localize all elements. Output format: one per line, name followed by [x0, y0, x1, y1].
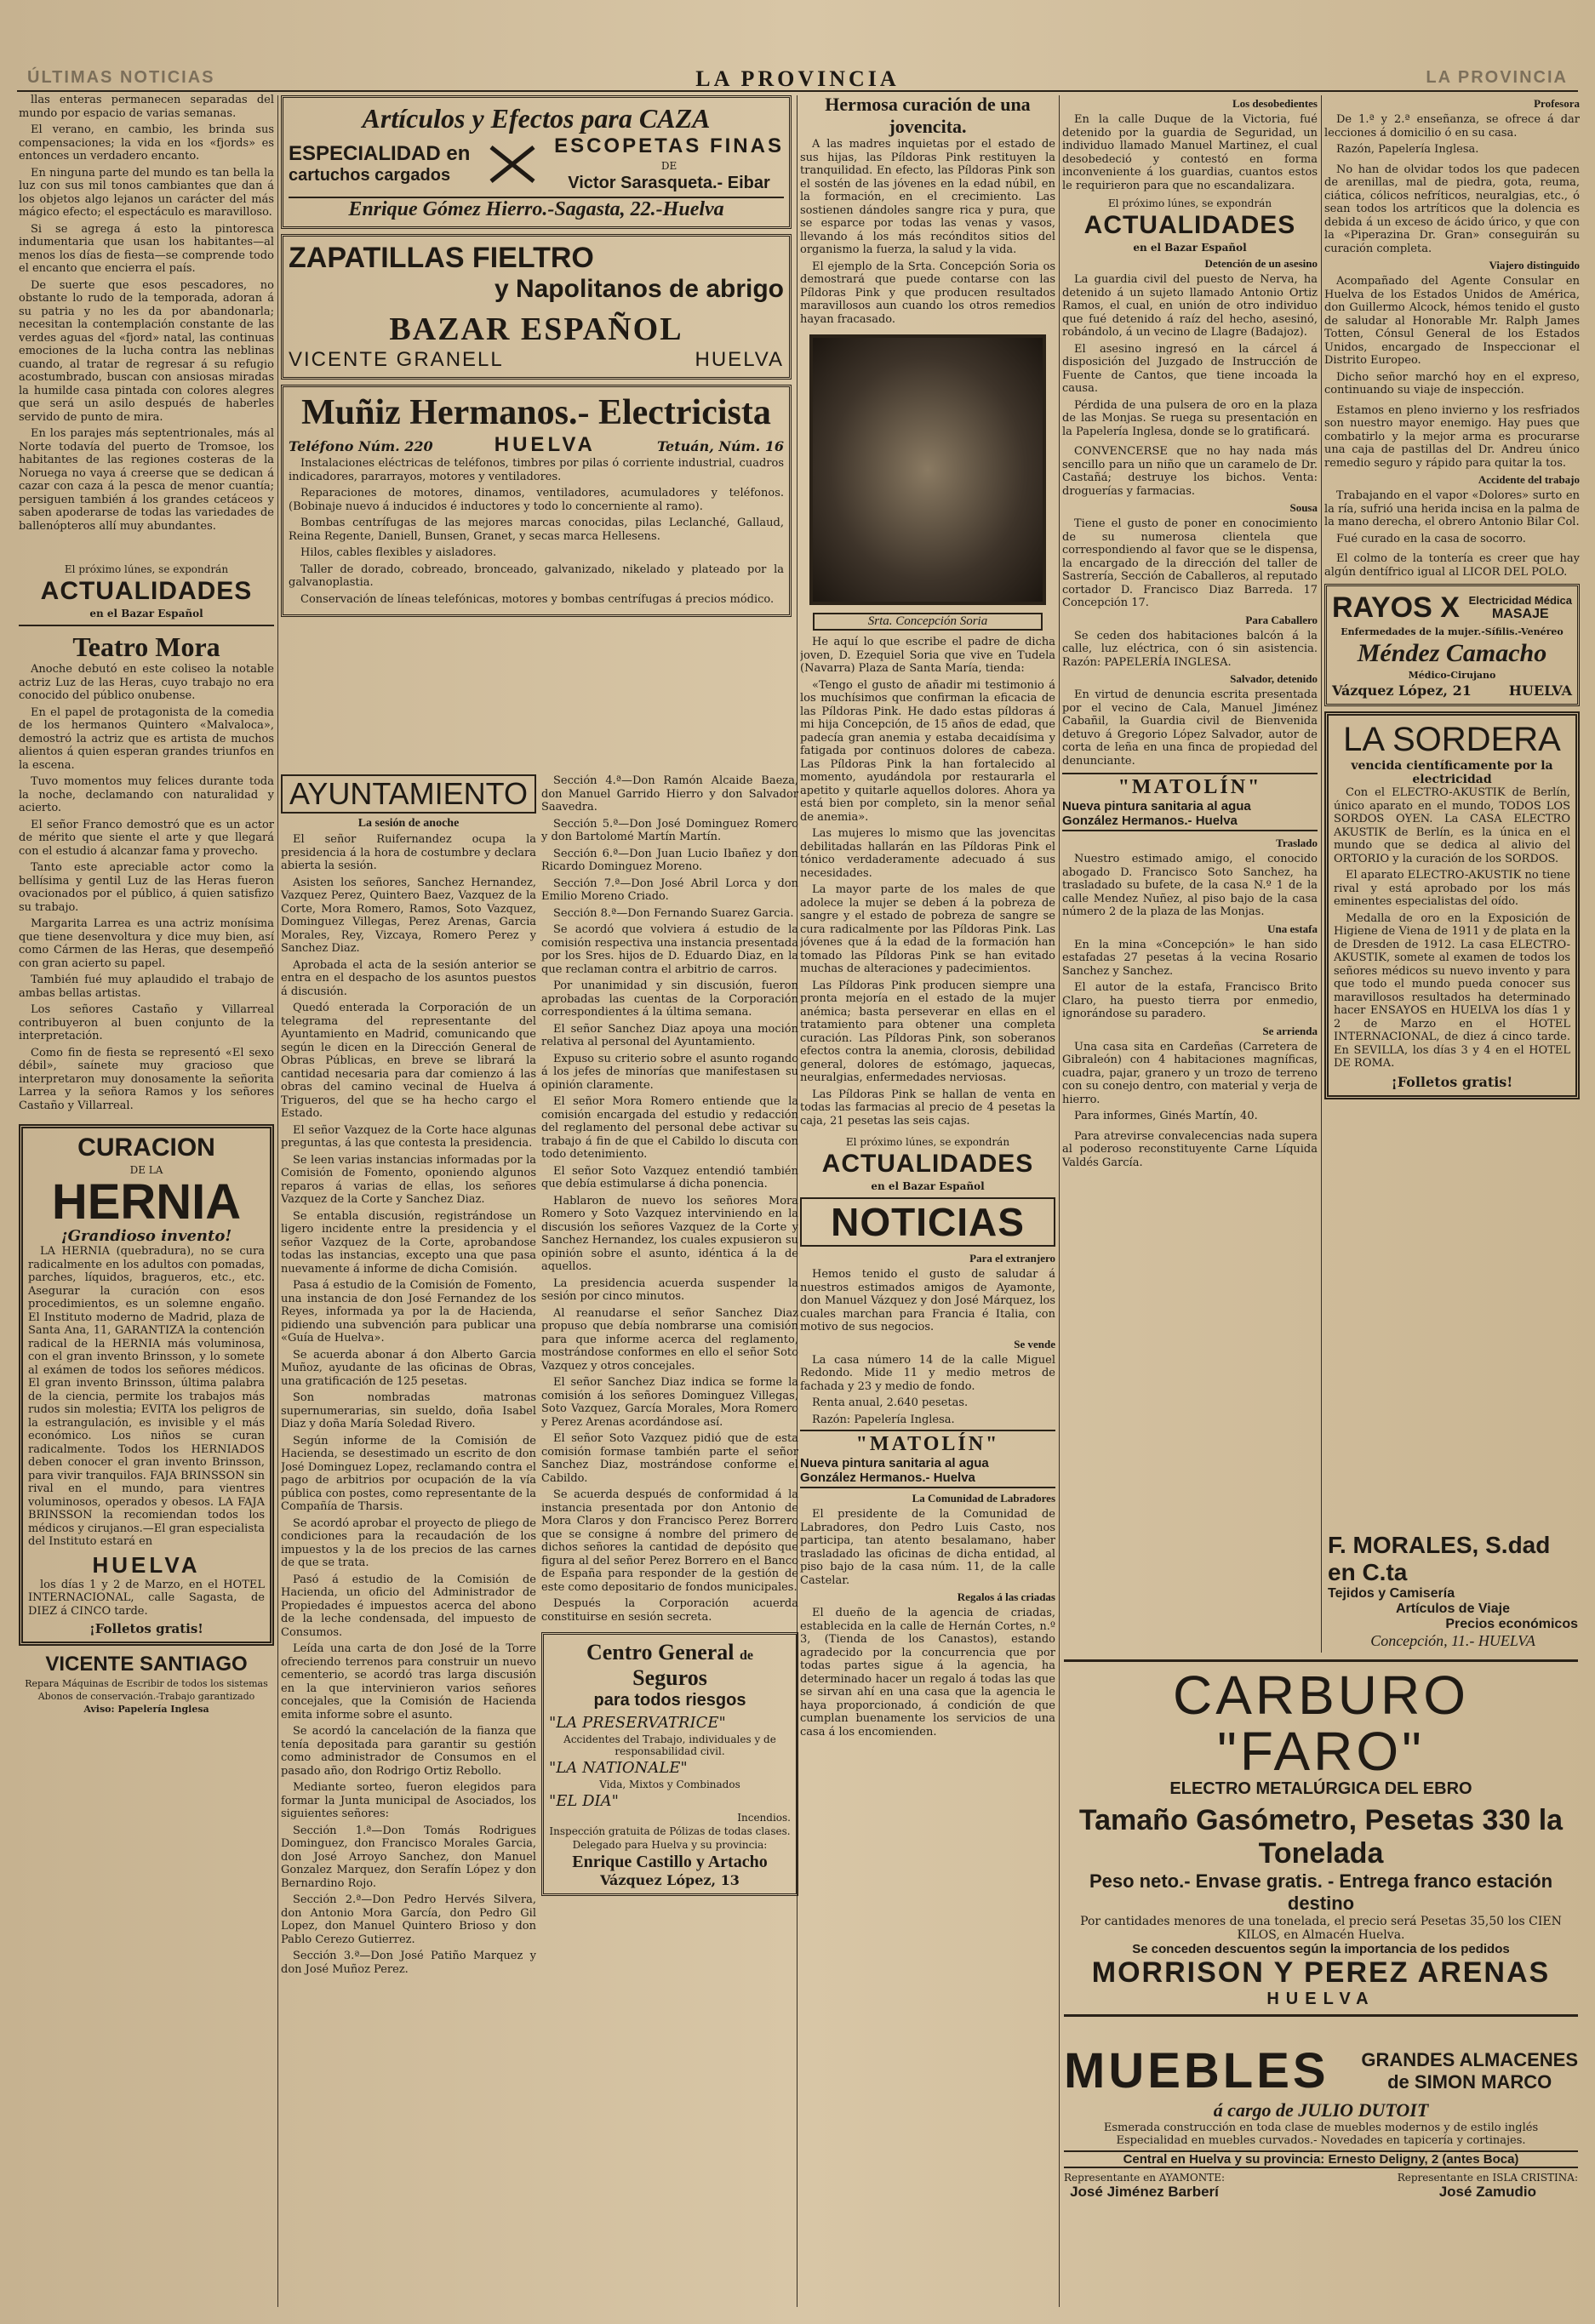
article-paragraph: Sección 8.ª—Don Fernando Suarez Garcia. — [553, 906, 794, 920]
santiago-line: Repara Máquinas de Escribir de todos los sistemas — [25, 1678, 268, 1689]
matolin-sub: Nueva pintura sanitaria al agua — [800, 1456, 989, 1470]
morales-ad — [1328, 1532, 1578, 1650]
hernia-dates: los días 1 y 2 de Marzo, en el HOTEL INTERNACIONAL, calle Sagasta, de DIEZ á CINCO tarde. — [28, 1578, 265, 1618]
article-paragraph: De suerte que esos pescadores, no obstante lo rudo de la temporada, adoran á su patria y no les da por abandonarla; necesitan la contemplación constante de las verdes aguas del «fjord» natal, las continuas emociones de la lucha contra las neblinas cuando, al tratar de regresar á su refugio acostumbrado, buscan con ansiosas miradas la humilde casa pintada con colores alegres que será un asilo después de haberles servido de punto de mira. — [19, 278, 274, 424]
morales-line: Tejidos y Camisería — [1328, 1586, 1455, 1601]
zapatillas-line1: ZAPATILLAS FIELTRO — [289, 242, 594, 274]
muebles-rep-name: José Jiménez Barberí — [1070, 2184, 1219, 2200]
ayuntamiento-col-a — [281, 774, 536, 2307]
bazar-name: BAZAR ESPAÑOL — [389, 311, 683, 347]
article-paragraph: Al reanudarse el señor Sanchez Diaz propuso que debía nombrarse una comisión para que informe acerca del reglamento, mostrándose conformes en ello el señor Soto Vazquez y otros concejales. — [541, 1306, 798, 1373]
seguros-desc: Incendios. — [737, 1812, 791, 1824]
teatro-title: Teatro Mora — [72, 631, 220, 662]
article-paragraph: Nuestro estimado amigo, el conocido abogado D. Francisco Soto Sanchez, ha trasladado su bufete, de la casa N.º 1 de la calle Mendez Nuñez, al piso bajo de la casa número 2 de la plaza de las Monjas. — [1062, 853, 1318, 918]
article-paragraph: El señor Soto Vazquez entendió también que debía estimularse á dicha ponencia. — [541, 1164, 798, 1191]
article-paragraph: Acompañado del Agente Consular en Huelva de los Estados Unidos de América, don Guillermo Alcock, hémos tenido el gusto de saludar al Honorable Mr. Ralph James Totten, Cónsul General de los Estados Unidos, encargado de Inspeccionar el Distrito Europeo. — [1324, 275, 1580, 367]
article-paragraph: La mayor parte de los males de que adolece la mujer se deben á la pobreza de sangre y el estado de pobreza de sangre se cura radicalmente por las Píldoras Pink. Las jóvenes que á la edad de la formación han tomado las Píldoras Pink se han evitado muchas de alteraciones y padecimientos. — [800, 883, 1055, 975]
hernia-top: CURACION — [77, 1133, 215, 1162]
sordera-sub: vencida científicamente por la electricidad — [1351, 759, 1553, 786]
article-paragraph: Trabajando en el vapor «Dolores» surto en la ría, sufrió una herida incisa en la palma de la mano derecha, el obrero Antonio Bilar Col. — [1324, 489, 1580, 528]
muniz-line: Hilos, cables flexibles y aisladores. — [300, 546, 497, 559]
article-paragraph: Se leen varias instancias informadas por la Comisión de Fomento, oponiendo algunos reparos á varias de ellas, los señores Vazquez de la Corte y Sanchez Diaz. — [281, 1153, 536, 1206]
actualidades-heading: ACTUALIDADES — [40, 577, 253, 605]
seguros-desc: Vida, Mixtos y Combinados — [599, 1779, 740, 1790]
morales-line: Artículos de Viaje — [1396, 1602, 1510, 1616]
masthead-title: LA PROVINCIA — [695, 66, 900, 91]
seguros-title-2: Seguros — [632, 1665, 707, 1690]
article-paragraph: El señor Vazquez de la Corte hace algunas preguntas, á las que contesta la presidencia. — [281, 1123, 536, 1150]
sordera-body: El aparato ELECTRO-AKUSTIK no tiene rival y está aprobado por los más eminentes especialistas del oído. — [1334, 869, 1570, 908]
muebles-right2: de SIMON MARCO — [1387, 2070, 1552, 2093]
seguros-company: "LA PRESERVATRICE" — [549, 1714, 726, 1732]
morales-line: Precios económicos — [1445, 1617, 1578, 1631]
carburo-line: Tamaño Gasómetro, Pesetas 330 la Tonelada — [1078, 1804, 1564, 1870]
article-paragraph: Por unanimidad y sin discusión, fueron aprobadas las cuentas de la Corporación correspondientes á la última semana. — [541, 979, 798, 1019]
mendez-name: Méndez Camacho — [1357, 639, 1547, 667]
article-paragraph: Se acuerda abonar á don Alberto Garcia Muñoz, ayudante de las oficinas de Obras, una gratificación de 125 pesetas. — [281, 1348, 536, 1388]
news-heading: Accidente del trabajo — [1478, 473, 1580, 486]
article-paragraph: Sección 4.ª—Don Ramón Alcaide Baeza, don Manuel Garrido Hierro y don Salvador Saavedra. — [541, 774, 798, 814]
article-paragraph: Margarita Larrea es una actriz monísima que tiene desenvoltura y dice muy bien, así como Cármen de las Heras, que desempeñó con gran acierto su papel. — [19, 917, 274, 970]
column-3 — [800, 94, 1055, 2307]
muniz-city: HUELVA — [494, 433, 596, 456]
article-paragraph: El señor Sanchez Diaz indica se forme la comisión á los señores Dominguez Villegas, Soto Vazquez, García Morales, Mora Romero y Perez Arenas acordándose así. — [541, 1376, 798, 1429]
news-heading: Sousa — [1289, 501, 1318, 514]
sordera-body: Con el ELECTRO-AKUSTIK de Berlín, único aparato en el mundo, TODOS LOS SORDOS OYEN. La CASA ELECTRO AKUSTIK de Berlín, es la única en el mundo que se dedica al alivio del ORTORIO y la curación de los SORDOS. — [1334, 786, 1570, 865]
muebles-rep-name: José Zamudio — [1438, 2184, 1537, 2200]
article-paragraph: Tanto este apreciable actor como la bellísima y gentil Luz de las Heras fueron ovacionados por el público, á quien satisfizo su trabajo. — [19, 861, 274, 914]
article-paragraph: Razón: Papelería Inglesa. — [812, 1413, 955, 1426]
article-paragraph: Mediante sorteo, fueron elegidos para formar la Junta municipal de Asociados, los siguientes señores: — [281, 1781, 536, 1820]
article-paragraph: Tuvo momentos muy felices durante toda la noche, declamando con naturalidad y acierto. — [19, 775, 274, 814]
seguros-title-de: de — [740, 1648, 754, 1663]
article-paragraph: Hablaron de nuevo los señores Mora Romero y Soto Vazquez interviniendo en la discusión los señores Vazquez de la Corte y Sanchez Hernandez, los cuales expusieron su opinión sobre el asunto, idéntica á la de aquellos. — [541, 1194, 798, 1273]
news-heading: Una estafa — [1267, 922, 1318, 935]
article-paragraph: He aquí lo que escribe el padre de dicha joven, D. Ezequiel Soria que vive en Tudela (Navarra) Plaza de Santa María, tienda: — [800, 636, 1055, 675]
matolin-title: "MATOLÍN" — [855, 1433, 1000, 1455]
article-paragraph: Asisten los señores, Sanchez Hernandez, Vazquez Perez, Quintero Baez, Vazquez de la Corte, Mora Romero, Ramos, Soto Vazquez, Dominguez Villegas, Perez Arenas, Garcia Morales, Rey, Vizcaya, Romero Perez y Sanchez Diaz. — [281, 876, 536, 955]
morales-address: Concepción, 11.- HUELVA — [1370, 1632, 1535, 1649]
santiago-line: Abonos de conservación.-Trabajo garantizado — [37, 1691, 255, 1702]
sordera-folletos: ¡Folletos gratis! — [1391, 1073, 1513, 1090]
notice-pre: El próximo lúnes, se expondrán — [64, 563, 229, 575]
news-heading: Se vende — [1014, 1337, 1055, 1350]
hernia-body: LA HERNIA (quebradura), no se cura radicalmente en los adultos con pomadas, parches, líquidos, bragueros, etc., etc. Asegurar la curación con esos procedimientos, es un solemne engaño. El Instituto moderno de Madrid, plaza de Santa Ana, 11, GARANTIZA la contención radical de la HERNIA más voluminosa, con el gran invento Brinsson, y lo somete al exámen de todos los señores médicos. El gran invento Brinsson, última palabra de la ciencia, permite los trabajos más rudos sin molestia; EVITA los peligros de la estrangulación, es invisible y el más económico. Los niños se curan radicalmente. Todos los HERNIADOS deben conocer el gran invento Brinsson, para vivir tranquilos. FAJA BRINSSON sin rival en el mundo, para vientres voluminosos, operados y obesos. LA FAJA BRINSSON la recomiendan todos los médicos y cirujanos.—El gran especialista del Instituto estará en — [28, 1245, 265, 1548]
article-paragraph: Leída una carta de don José de la Torre ofreciendo terrenos para construir un nuevo cementerio, se acordó tras larga discusión en la que intervinieron varios señores concejales, que la Comisión de Hacienda emita informe sobre el asunto. — [281, 1642, 536, 1722]
muebles-cargo: á cargo de JULIO DUTOIT — [1213, 2099, 1429, 2121]
enfermedades-label: Enfermedades de la mujer.-Sífilis.-Venéreo — [1341, 626, 1564, 637]
seguros-desc: Accidentes del Trabajo, individuales y de responsabilidad civil. — [563, 1733, 776, 1757]
notice-pre: El próximo lúnes, se expondrán — [845, 1136, 1010, 1148]
muniz-line: Instalaciones eléctricas de teléfonos, timbres por pilas ó corriente industrial, cuadros indicadores, pararrayos, motores y ventiladores. — [289, 457, 784, 483]
article-paragraph: Una casa sita en Cardeñas (Carretera de Gibraleón) con 4 habitaciones magníficas, cuadra, pajar, granero y un trozo de terreno con su conejo dentro, con material y verja de hierro. — [1062, 1040, 1318, 1106]
caza-maker: Victor Sarasqueta.- Eibar — [568, 174, 770, 192]
article-paragraph: Sección 3.ª—Don José Patiño Marquez y don José Muñoz Perez. — [281, 1950, 536, 1976]
caza-de: DE — [660, 160, 677, 172]
article-paragraph: Los señores Castaño y Villarreal contribuyeron al buen conjunto de la interpretación. — [19, 1003, 274, 1042]
article-paragraph: Estamos en pleno invierno y los resfriados son nuestro mayor enemigo. Hay pues que combatirlo y la mejor arma es procurarse una caja de pastillas del Dr. Andreu único remedio seguro y rápido para quitar la tos. — [1324, 403, 1580, 470]
seguros-address: Vázquez López, 13 — [600, 1872, 740, 1888]
article-paragraph: También fué muy aplaudido el trabajo de ambas bellas artistas. — [19, 974, 274, 1000]
bazar-city: HUELVA — [695, 348, 784, 371]
article-paragraph: Son nombradas matronas supernumerarias, sin sueldo, doña Isabel Diaz y doña María Soledad Rivero. — [281, 1391, 536, 1430]
masthead-left: ÚLTIMAS NOTICIAS — [27, 68, 215, 87]
sordera-ad — [1324, 711, 1580, 1099]
notice-post: en el Bazar Español — [1133, 242, 1247, 254]
muniz-title: Muñiz Hermanos.- Electricista — [301, 393, 771, 432]
article-paragraph: Las mujeres lo mismo que las jovencitas debilitadas hallarán en las Píldoras Pink el tónico verdaderamente adecuado á sus necesidades. — [800, 827, 1055, 880]
hernia-title: HERNIA — [51, 1174, 242, 1230]
portrait-image — [809, 334, 1046, 628]
mendez-sub: Médico-Cirujano — [1408, 670, 1496, 681]
caza-spec: ESPECIALIDAD en — [289, 142, 471, 165]
article-paragraph: El asesino ingresó en la cárcel á disposición del Juzgado de Instrucción de Fuente de Cantos, que tiene incoada la causa. — [1062, 342, 1318, 395]
news-heading: Viajero distinguido — [1489, 259, 1580, 271]
article-paragraph: Como fin de fiesta se representó «El sexo débil», saínete muy gracioso que interpretaron muy donosamente la señorita Larrea y la señora Ramos y los señores Castaño y Villarreal. — [19, 1046, 274, 1112]
seguros-delegado: Delegado para Huelva y su provincia: — [572, 1839, 768, 1851]
article-paragraph: Pasó á estudio de la Comisión de Hacienda, un oficio del Administrador de Propiedades é impuestos acerca del abono de la leche condensada, del impuesto de Consumos. — [281, 1573, 536, 1639]
column-rule — [277, 95, 278, 2307]
muebles-rep-label: Representante en ISLA CRISTINA: — [1397, 2172, 1578, 2184]
article-paragraph: Las Píldoras Pink producen siempre una pronta mejoría en el estado de la mujer anémica; basta perseverar en ellas en el tratamiento para obtener una completa curación. Las Píldoras Pink, son soberanos efectos contra la anemia, clorosis, debilidad general, dolores de estómago, jaquecas, neuralgias, enfermedades nerviosas. — [800, 979, 1055, 1084]
article-paragraph: Fué curado en la casa de socorro. — [1336, 532, 1526, 545]
article-paragraph: Sección 7.ª—Don José Abril Lorca y don Emilio Moreno Criado. — [541, 876, 798, 903]
notice-post: en el Bazar Español — [89, 608, 203, 620]
portrait-caption: Srta. Concepción Soria — [813, 613, 1043, 631]
news-heading: Traslado — [1276, 837, 1318, 849]
zapatillas-line2: y Napolitanos de abrigo — [494, 275, 784, 303]
article-paragraph: Anoche debutó en este coliseo la notable actriz Luz de las Heras, cuyo trabajo no era conocido del público onubense. — [19, 663, 274, 702]
article-paragraph: Sección 1.ª—Don Tomás Rodrigues Dominguez, don Francisco Morales Garcia, don José Arroyo Sanchez, don Manuel Gonzalez Marquez, don Serafín López y don Bernardino Rojo. — [281, 1824, 536, 1890]
column-rule — [1059, 95, 1060, 2307]
muebles-right1: GRANDES ALMACENES — [1361, 2048, 1578, 2070]
caza-shop: Enrique Gómez Hierro.-Sagasta, 22.-Huelva — [289, 197, 784, 221]
article-paragraph: El ejemplo de la Srta. Concepción Soria os demostrará que puede contarse con las Píldoras Pink y que producen resultados maravillosos aun cuando los otros remedios hayan fracasado. — [800, 260, 1055, 326]
column-4 — [1062, 94, 1318, 1626]
article-paragraph: Si se agrega á esto la pintoresca indumentaria que usan los habitantes—al menos los días de fiesta—se comprende todo el encanto que encierra el país. — [19, 222, 274, 275]
hernia-subtitle: ¡Grandioso invento! — [60, 1227, 232, 1245]
actualidades-heading: ACTUALIDADES — [821, 1150, 1034, 1178]
electricidad-label: Electricidad Médica — [1468, 594, 1572, 607]
article-paragraph: El verano, en cambio, les brinda sus compensaciones; la vida en los «fjords» es entonces un verdadero encanto. — [19, 123, 274, 163]
article-paragraph: Tiene el gusto de poner en conocimiento de su numerosa clientela que correspondiendo al favor que se le dispensa, la encargado de la dirección del taller de Sastrería, Sección de Caballeros, al reputado cortador D. Francisco Diaz Barreda. 17 Concepción 17. — [1062, 517, 1318, 609]
article-paragraph: El presidente de la Comunidad de Labradores, don Pedro Luis Casto, nos participa, tan atento besalamano, haber trasladado las oficinas de dicha entidad, al piso bajo de la casa núm. 11, de la calle Castelar. — [800, 1508, 1055, 1587]
seguros-title-1: Centro General — [586, 1640, 735, 1664]
article-paragraph: En la calle Duque de la Victoria, fué detenido por la guardia de Seguridad, un individuo llamado Manuel Martinez, el cual desobedeció y contestó en forma inconveniente á los guardias, cuantos estos le requirieron para que no escandalizara. — [1062, 113, 1318, 192]
muniz-line: Bombas centrífugas de las mejores marcas conocidas, pilas Leclanché, Gallaud, Reina Regente, Daniell, Bunsen, Granet, y secas marca Hellesens. — [289, 517, 784, 543]
article-paragraph: El dueño de la agencia de criadas, establecida en la calle de Hernán Cortes, n.º 3, (Tienda de los Canastos), estando agradecido por la concurrencia que por todas partes sigue á la agencia, ha determinado hacer un regalo á todas las que se sirvan ahí en una casa que la agencia le haya proporcionado, á condición de que cumplan buenamente los servicios de una casa á los encomienden. — [800, 1607, 1055, 1739]
seguros-company: "EL DIA" — [549, 1792, 619, 1810]
article-paragraph: En la mina «Concepción» le han sido estafadas 27 pesetas á la vecina Rosario Sanchez y Sanchez. — [1062, 938, 1318, 978]
column-1 — [19, 94, 274, 2307]
article-paragraph: Se acuerda después de conformidad á la instancia presentada por don Antonio de Mora Claros y don Francisco Perez Borrero que se consigne á nombre del primero de dichos señores la cantidad de depósito que figura al del señor Perez Borrero en el Banco de España para responder de la gestión de este como depositario de fondos municipales. — [541, 1488, 798, 1594]
caza-cartuchos: cartuchos cargados — [289, 166, 451, 185]
news-heading: Los desobedientes — [1232, 97, 1318, 110]
seguros-name: Enrique Castillo y Artacho — [572, 1853, 768, 1871]
carburo-line3: Por cantidades menores de una tonelada, el precio será Pesetas 35,50 los CIEN KILOS, en Almacén Huelva. — [1080, 1915, 1562, 1942]
news-heading: Salvador, detenido — [1230, 672, 1318, 685]
masaje-label: MASAJE — [1491, 607, 1549, 621]
rifle-icon — [487, 143, 538, 186]
bazar-owner: VICENTE GRANELL — [289, 348, 504, 371]
caza-escopetas: ESCOPETAS FINAS — [554, 134, 784, 157]
article-paragraph: Renta anual, 2.640 pesetas. — [812, 1396, 969, 1409]
article-paragraph: Se acordó aprobar el proyecto de pliego de condiciones para la recaudación de los impuestos y la de los precios de las carnes de que se trata. — [281, 1516, 536, 1569]
news-heading: Detención de un asesino — [1204, 257, 1318, 270]
article-paragraph: Para atrevirse convalecencias nada supera al poderoso reconstituyente Carne Líquida Valdés García. — [1062, 1129, 1318, 1169]
muebles-ad — [1064, 2042, 1578, 2201]
carburo-ad — [1064, 1659, 1578, 2017]
mendez-address: Vázquez López, 21 — [1332, 682, 1472, 699]
news-heading: Para el extranjero — [969, 1252, 1055, 1265]
mendez-city: HUELVA — [1508, 682, 1572, 699]
article-paragraph: Se entabla discusión, registrándose un ligero incidente entre la presidencia y el señor Vazquez de la Corte, aprobandose todas las instancias, excepto una que pasa nuevamente á informe de dicha Comisión. — [281, 1209, 536, 1276]
column-5 — [1324, 94, 1580, 1626]
santiago-title: VICENTE SANTIAGO — [45, 1653, 248, 1676]
carburo-line2: Peso neto.- Envase gratis. - Entrega franco estación destino — [1089, 1870, 1553, 1914]
hernia-folletos: ¡Folletos gratis! — [89, 1621, 203, 1636]
article-paragraph: Se acordó la cancelación de la fianza que tenía depositada para garantir su gestión como administrador de Consumos en el pasado año, don Rodrigo Ortiz Rebollo. — [281, 1725, 536, 1778]
article-paragraph: Las Píldoras Pink se hallan de venta en todas las farmacias al precio de 4 pesetas la caja, 21 pesetas las seis cajas. — [800, 1088, 1055, 1128]
article-paragraph: Según informe de la Comisión de Hacienda, se desestimado un escrito de don José Dominguez Lopez, reclamando contra el pago de arbitrios por ocupación de la vía pública con postes, como representante de la Compañía de Tharsis. — [281, 1434, 536, 1513]
article-paragraph: El señor Ruifernandez ocupa la presidencia á la hora de costumbre y declara abierta la sesión. — [281, 833, 536, 872]
carburo-city: HUELVA — [1266, 1990, 1375, 2008]
santiago-line: Aviso: Papelería Inglesa — [83, 1704, 209, 1715]
muniz-ad — [281, 385, 792, 617]
hernia-de: DE LA — [129, 1164, 163, 1176]
column-rule — [1321, 95, 1322, 1653]
article-paragraph: Quedó enterada la Corporación de un telegrama del representante del Ayuntamiento en Madrid, comunicando que según le dicen en la Dirección General de Obras Públicas, en breve se librará la cantidad necesaria para dar comienzo á las obras del camino vecinal de Huelva á Trigueros, del que se ha hecho cargo el Estado. — [281, 1002, 536, 1120]
noticias-heading: NOTICIAS — [800, 1197, 1055, 1247]
ayuntamiento-col-b — [541, 774, 798, 2307]
muniz-line: Conservación de líneas telefónicas, motores y bombas centrífugas á precios módico. — [300, 592, 775, 606]
muniz-line: Taller de dorado, cobreado, bronceado, galvanizado, nikelado y plateado por la galvanoplastia. — [289, 562, 784, 589]
seguros-sub: para todos riesgos — [593, 1691, 746, 1710]
morales-name: F. MORALES, S.dad en C.ta — [1328, 1532, 1551, 1585]
muniz-line: Reparaciones de motores, dinamos, ventiladores, acumuladores y teléfonos. (Bobinaje nuevo á inducidos é inductores y todo lo concerniente al ramo). — [289, 487, 784, 513]
caza-ad — [281, 95, 792, 229]
article-paragraph: En ninguna parte del mundo es tan bella la luz con sus mil tonos cambiantes que dan á los objetos algo lejanos un carácter del más mágico efecto; el espectáculo es maravilloso. — [19, 166, 274, 219]
article-paragraph: A las madres inquietas por el estado de sus hijas, las Píldoras Pink restituyen la tranquilidad. En efecto, las Píldoras Pink son el sostén de las jóvenes en la edad núbil, en la formación, en el crecimiento. Las sostienen dándoles sangre rica y pura, que se esparce por todas las venas y vasos, llevando á los más recónditos sitios del organismo la fuerza, la salud y la vida. — [800, 138, 1055, 256]
top-ads — [281, 95, 792, 768]
seguros-ad — [541, 1632, 798, 1896]
pink-title: Hermosa curación de una jovencita. — [825, 94, 1031, 137]
article-paragraph: El señor Mora Romero entiende que la comisión encargada del estudio y redacción del reglamento del personal debe activar su trabajo á fin de que el Cabildo lo discuta con todo detenimiento. — [541, 1095, 798, 1161]
article-paragraph: Hemos tenido el gusto de saludar á nuestros estimados amigos de Ayamonte, don Manuel Vázquez y don José Márquez, los cuales marchan para Francia é Italia, con motivo de sus negocios. — [800, 1268, 1055, 1333]
muebles-line: Esmerada construcción en toda clase de muebles modernos y de estilo inglés — [1103, 2121, 1539, 2134]
ayuntamiento-subtitle: La sesión de anoche — [357, 817, 460, 830]
matolin-sub: Nueva pintura sanitaria al agua — [1062, 799, 1251, 814]
masthead — [17, 66, 1578, 92]
article-paragraph: CONVENCERSE que no hay nada más sencillo para un niño que un caramelo de Dr. Castañá; destruye los bichos. Venta: droguerías y farmacias. — [1062, 445, 1318, 498]
notice-pre: El próximo lúnes, se expondrán — [1107, 197, 1272, 209]
article-paragraph: Sección 2.ª—Don Pedro Hervés Silvera, don Antonio Mora García, don Pedro Gil Lopez, don Manuel Quintero Brioso y don Pablo Cerezo Gutierrez. — [281, 1893, 536, 1946]
article-paragraph: En los parajes más septentrionales, más al Norte todavía del puerto de Tromsoe, los habitantes de las regiones costeras de la Noruega no vaya á creerse que se dedican á cazar con caza á la pesca de menor cuantía; persiguen también á los grandes cetáceos y saben apoderarse de todas las variedades de ballenópteros allí muy abundantes. — [19, 427, 274, 533]
news-heading: Se arrienda — [1262, 1024, 1318, 1037]
article-paragraph: Aprobada el acta de la sesión anterior se entra en el despacho de los asuntos puestos á discusión. — [281, 958, 536, 998]
notice-post: en el Bazar Español — [871, 1180, 985, 1192]
article-paragraph: Se ceden dos habitaciones balcón á la calle, luz eléctrica, con ó sin asistencia. Razón: PAPELERÍA INGLESA. — [1062, 629, 1318, 669]
article-paragraph: El señor Sanchez Diaz apoya una moción relativa al personal del Ayuntamiento. — [541, 1022, 798, 1048]
rayos-title: RAYOS X — [1332, 591, 1460, 624]
matolin-firm: González Hermanos.- Huelva — [1062, 814, 1238, 828]
carburo-title: CARBURO "FARO" — [1172, 1664, 1470, 1782]
rayos-ad — [1324, 584, 1580, 706]
article-paragraph: Pasa á estudio de la Comisión de Fomento, una instancia de don José Fernandez de los Reyes, informada ya por la de Hacienda, pidiendo una subvención para publicar una «Guía de Huelva». — [281, 1279, 536, 1345]
article-paragraph: Para informes, Ginés Martín, 40. — [1074, 1110, 1258, 1122]
article-paragraph: El señor Franco demostró que es un actor de mérito que siente el arte y que llegará con el estudio á alcanzar fama y provecho. — [19, 818, 274, 858]
masthead-right: LA PROVINCIA — [1426, 68, 1568, 87]
article-paragraph: Expuso su criterio sobre el asunto rogando á los jefes de minorías que manifestasen su opinión claramente. — [541, 1052, 798, 1092]
ayuntamiento-title: AYUNTAMIENTO — [281, 774, 536, 814]
article-paragraph: «Tengo el gusto de añadir mi testimonio á los muchísimos que confirman la eficacia de las Píldoras Pink. He dado estas píldoras á mi hija Concepción, de 15 años de edad, que padecía gran anemia y estaba decaidísima y fatigada por continuos dolores de cabeza. Las Píldoras Pink la han fortalecido al momento, ayudándola por restaurarla el apetito y quitarle aquellos dolores. Ahora ya está bien por completo, sin la menor señal de anemia». — [800, 678, 1055, 824]
news-heading: Regalos á las criadas — [957, 1590, 1055, 1603]
hernia-city: HUELVA — [92, 1551, 201, 1578]
caza-title: Artículos y Efectos para CAZA — [362, 103, 711, 134]
bazar-ad — [281, 234, 792, 380]
actualidades-heading: ACTUALIDADES — [1083, 211, 1296, 239]
article-paragraph: Sección 5.ª—Don José Dominguez Romero y don Bartolomé Martín Martín. — [541, 817, 798, 843]
article-paragraph: En el papel de protagonista de la comedia de los hermanos Quintero «Malvaloca», demostró la actriz que es artista de muchos alientos á quien esperan grandes triunfos en la escena. — [19, 705, 274, 772]
muniz-address: Tetuán, Núm. 16 — [656, 438, 784, 454]
muebles-central: Central en Huelva y su provincia: Ernesto Deligny, 2 (antes Boca) — [1064, 2150, 1578, 2168]
article-paragraph: llas enteras permanecen separadas del mundo por espacio de varias semanas. — [19, 94, 274, 120]
seguros-company: "LA NATIONALE" — [549, 1759, 688, 1777]
seguros-inspection: Inspección gratuita de Pólizas de todas clases. — [549, 1825, 791, 1837]
carburo-firm: MORRISON Y PEREZ ARENAS — [1091, 1956, 1551, 1989]
article-paragraph: De 1.ª y 2.ª enseñanza, se ofrece á dar lecciones á domicilio ó en su casa. — [1324, 113, 1580, 140]
muebles-rep-label: Representante en AYAMONTE: — [1064, 2172, 1225, 2184]
article-paragraph: Razón, Papelería Inglesa. — [1336, 143, 1479, 156]
article-paragraph: La presidencia acuerda suspender la sesión por cinco minutos. — [541, 1276, 798, 1303]
carburo-line4: Se conceden descuentos según la importancia de los pedidos — [1132, 1942, 1510, 1956]
article-paragraph: Sección 6.ª—Don Juan Lucio Ibañez y don Ricardo Dominguez Moreno. — [541, 847, 798, 873]
article-paragraph: En virtud de denuncia escrita presentada por el vecino de Cala, Manuel Jiménez Cabañil, la Guardia civil de Bienvenida detuvo á Gregorio López Salvador, autor de corta de leña en una finca de propiedad del denunciante. — [1062, 688, 1318, 768]
matolin-firm: González Hermanos.- Huelva — [800, 1470, 975, 1485]
article-paragraph: El señor Soto Vazquez pidió que de esta comisión formase también parte el señor Sanchez Diaz, mostrándose conforme el Cabildo. — [541, 1432, 798, 1485]
sordera-title: LA SORDERA — [1343, 721, 1561, 758]
muebles-line: Especialidad en muebles curvados.- Novedades en tapicería y cortinajes. — [1116, 2134, 1526, 2147]
article-paragraph: El autor de la estafa, Francisco Brito Claro, ha puesto tierra por enmedio, ignorándose su paradero. — [1062, 981, 1318, 1020]
news-heading: Profesora — [1534, 97, 1580, 110]
news-heading: Para Caballero — [1245, 613, 1318, 626]
article-paragraph: Pérdida de una pulsera de oro en la plaza de las Monjas. Se ruega su presentación en la Papelería Inglesa, donde se lo gratificará. — [1062, 398, 1318, 438]
article-paragraph: Se acordó que volviera á estudio de la comisión respectiva una instancia presentada por los Sres. hijos de D. Eduardo Diaz, en la que reclaman contra el arbitrio de carros. — [541, 923, 798, 976]
article-paragraph: La casa número 14 de la calle Miguel Redondo. Mide 11 y medio metros de fachada y 23 y medio de fondo. — [800, 1353, 1055, 1393]
news-heading: La Comunidad de Labradores — [912, 1492, 1055, 1505]
article-paragraph: No han de olvidar todos los que padecen de arenillas, mal de piedra, gota, reuma, ciática, cólicos nefríticos, neuralgias, etc., ó sean todos los artríticos que la dolencia es debida á un exceso de ácido úrico, y que con la «Piperazina Dr. Gran» conseguirán su curación completa. — [1324, 163, 1580, 255]
article-paragraph: Después la Corporación acuerda constituirse en sesión secreta. — [541, 1597, 798, 1624]
muniz-phone: Teléfono Núm. 220 — [289, 438, 433, 454]
article-paragraph: Dicho señor marchó hoy en el expreso, continuando su viaje de inspección. — [1324, 370, 1580, 397]
hernia-ad — [19, 1124, 274, 1646]
article-paragraph: La guardia civil del puesto de Nerva, ha detenido á un sujeto llamado Antonio Ortiz Ramos, el cual, en unión de otro individuo que fué detenido á raíz del hecho, asesinó, robándolo, á un vecino de Llagre (Badajoz). — [1062, 273, 1318, 339]
carburo-sub: ELECTRO METALÚRGICA DEL EBRO — [1169, 1779, 1472, 1798]
matolin-title: "MATOLÍN" — [1118, 776, 1262, 798]
muebles-title: MUEBLES — [1064, 2043, 1329, 2098]
sordera-body: Medalla de oro en la Exposición de Higiene de Viena de 1911 y de plata en la de Dresden de 1912. La casa ELECTRO-AKUSTIK, somete al examen de todos los señores médicos su nuevo invento y para que todo el mundo pueda conocer sus maravillosos resultados ha determinado hacer ENSAYOS en HUELVA los días 1 y 2 de Marzo en el HOTEL INTERNACIONAL, de diez á cinco tarde. En SEVILLA, los días 3 y 4 en el HOTEL DE ROMA. — [1334, 911, 1570, 1070]
article-paragraph: El colmo de la tontería es creer que hay algún dentífrico igual al LICOR DEL POLO. — [1324, 552, 1580, 579]
